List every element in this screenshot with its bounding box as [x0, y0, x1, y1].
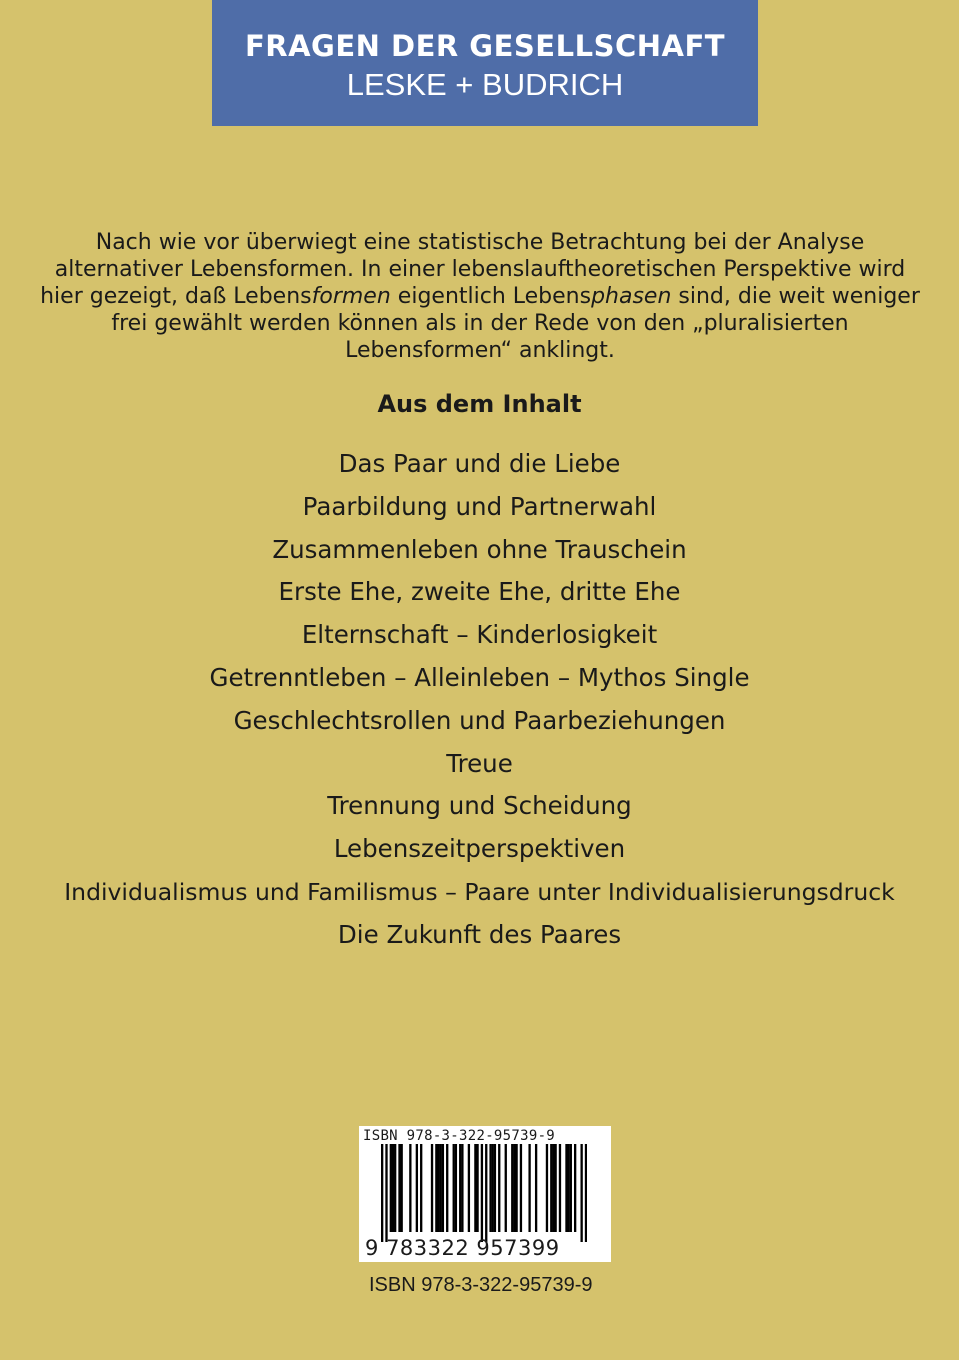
barcode-bar	[481, 1144, 483, 1242]
barcode-bar	[394, 1144, 396, 1232]
barcode-bar	[528, 1144, 530, 1232]
barcode-bar	[459, 1144, 461, 1232]
barcode-bar	[385, 1144, 387, 1242]
contents-item: Erste Ehe, zweite Ehe, dritte Ehe	[278, 577, 681, 607]
barcode-bar	[468, 1144, 470, 1232]
barcode-bar	[505, 1144, 507, 1232]
contents-item: Individualismus und Familismus – Paare unter Individualisierungsdruck	[64, 877, 895, 906]
barcode-bar	[453, 1144, 455, 1232]
blurb-text-1: Nach wie vor überwiegt eine statistische Betrachtung bei der Analyse alternativer Lebensformen. In einer lebenslauftheoretischen Perspektive wird hier gezeigt, daß Lebens	[40, 230, 906, 309]
contents-heading: Aus dem Inhalt	[377, 390, 582, 418]
barcode-bar	[437, 1144, 439, 1232]
barcode-bar	[420, 1144, 422, 1232]
publisher-name: LESKE + BUDRICH	[346, 67, 624, 102]
barcode-bar	[515, 1144, 517, 1232]
ean-left-group: 783322	[386, 1236, 470, 1260]
contents-item: Getrenntleben – Alleinleben – Mythos Single	[209, 662, 750, 692]
ean-digits	[365, 1236, 605, 1260]
barcode-bar	[520, 1144, 522, 1232]
barcode	[359, 1126, 611, 1262]
barcode-bar	[455, 1144, 457, 1232]
barcode-bar	[446, 1144, 448, 1232]
contents-item: Trennung und Scheidung	[327, 791, 632, 821]
barcode-bar	[554, 1144, 556, 1232]
barcode-bar	[474, 1144, 476, 1232]
contents-item: Das Paar und die Liebe	[338, 449, 621, 478]
barcode-bar	[392, 1144, 394, 1232]
blurb-emphasis-formen: formen	[311, 284, 391, 309]
ean-right-group: 957399	[476, 1236, 560, 1260]
barcode-bar	[559, 1144, 561, 1232]
contents-list	[0, 443, 959, 957]
barcode-isbn-label: ISBN 978-3-322-95739-9	[363, 1128, 556, 1144]
barcode-bar	[485, 1144, 487, 1242]
barcode-bar	[494, 1144, 496, 1232]
barcode-bar	[398, 1144, 400, 1232]
barcode-bar	[546, 1144, 548, 1232]
blurb-emphasis-phasen: phasen	[591, 284, 672, 309]
barcode-bar	[489, 1144, 491, 1232]
contents-item: Die Zukunft des Paares	[337, 919, 622, 949]
barcode-bar	[442, 1144, 444, 1232]
barcode-bar	[550, 1144, 552, 1232]
barcode-bar	[585, 1144, 587, 1242]
isbn-number: ISBN 978-3-322-95739-9	[369, 1274, 593, 1296]
contents-item: Elternschaft – Kinderlosigkeit	[301, 620, 658, 650]
blurb-text-2: eigentlich Lebens	[390, 284, 592, 309]
barcode-bar	[401, 1144, 403, 1232]
barcode-bar	[440, 1144, 442, 1232]
barcode-bar	[435, 1144, 437, 1232]
barcode-bar	[476, 1144, 478, 1232]
barcode-bar	[535, 1144, 537, 1232]
blurb-text-3: sind, die weit weniger frei gewählt werden können als in der Rede von den „pluralisierten Lebensformen“ anklingt.	[111, 284, 920, 363]
contents-item: Zusammenleben ohne Trauschein	[272, 534, 687, 564]
ean-first-digit: 9	[365, 1236, 379, 1260]
barcode-bar	[461, 1144, 463, 1232]
barcode-bar	[570, 1144, 572, 1232]
barcode-bars	[381, 1144, 587, 1242]
barcode-bar	[574, 1144, 576, 1232]
barcode-bar	[431, 1144, 433, 1232]
contents-item: Lebenszeitperspektiven	[333, 834, 626, 864]
barcode-bar	[390, 1144, 392, 1232]
barcode-bar	[381, 1144, 383, 1242]
barcode-bar	[409, 1144, 411, 1232]
series-banner	[212, 0, 758, 126]
contents-item: Treue	[446, 748, 513, 778]
contents-item: Geschlechtsrollen und Paarbeziehungen	[233, 705, 726, 735]
barcode-bar	[552, 1144, 554, 1232]
barcode-bar	[513, 1144, 515, 1232]
barcode-bar	[498, 1144, 500, 1232]
contents-item: Paarbildung und Partnerwahl	[302, 491, 657, 521]
barcode-bar	[511, 1144, 513, 1232]
series-title: FRAGEN DER GESELLSCHAFT	[244, 29, 726, 63]
barcode-bar	[567, 1144, 569, 1232]
barcode-bar	[580, 1144, 582, 1242]
barcode-bar	[565, 1144, 567, 1232]
barcode-bar	[492, 1144, 494, 1232]
barcode-bar	[416, 1144, 418, 1232]
blurb-paragraph	[40, 229, 920, 364]
